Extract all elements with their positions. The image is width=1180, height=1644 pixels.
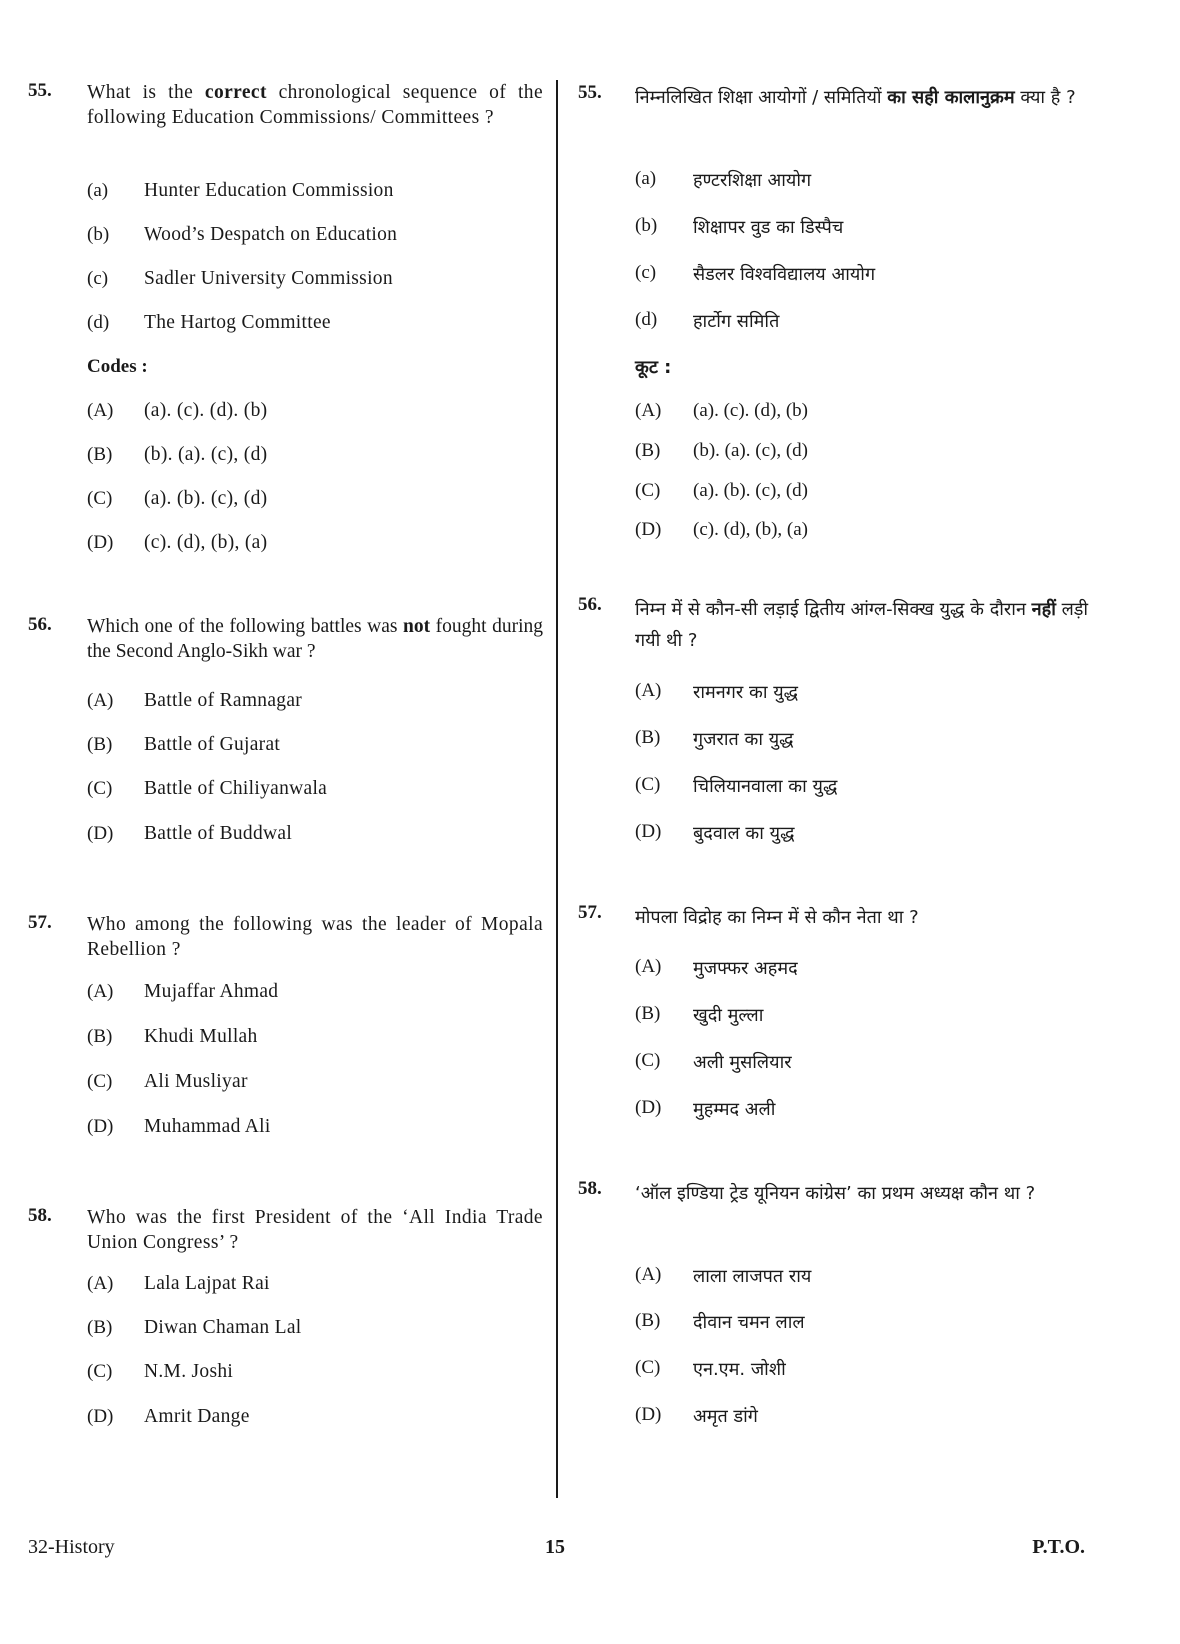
answer-option: (C) अली मुसलियार <box>635 1050 792 1073</box>
answer-option: (C) (a). (b). (c), (d) <box>635 480 808 501</box>
question-text: निम्न में से कौन-सी लड़ाई द्वितीय आंग्ल-सिक्ख युद्ध के दौरान नहीं लड़ी गयी थी ? <box>635 599 1089 651</box>
answer-option: (D) अमृत डांगे <box>635 1404 758 1427</box>
question-text: ‘ऑल इण्डिया ट्रेड यूनियन कांग्रेस’ का प्रथम अध्यक्ष कौन था ? <box>635 1183 1036 1204</box>
question-number: 55. <box>28 80 52 101</box>
answer-option: (C) चिलियानवाला का युद्ध <box>635 774 838 797</box>
list-item: (d) हार्टोग समिति <box>635 309 780 332</box>
question-text: निम्नलिखित शिक्षा आयोगों / समितियों का सही कालानुक्रम क्या है ? <box>635 87 1076 108</box>
question-number: 55. <box>578 82 602 103</box>
question-text: Who was the first President of the ‘All India Trade Union Congress’ ? <box>87 1207 543 1253</box>
answer-option: (C) N.M. Joshi <box>87 1361 234 1382</box>
list-item: (b) Wood’s Despatch on Education <box>87 224 398 245</box>
question-text: What is the correct chronological sequence of the following Education Commissions/ Committees ? <box>87 82 543 128</box>
answer-option: (C) Ali Musliyar <box>87 1071 248 1092</box>
answer-option: (B) Diwan Chaman Lal <box>87 1317 302 1338</box>
codes-label: कूट : <box>635 357 672 378</box>
answer-option: (B) Battle of Gujarat <box>87 734 281 755</box>
answer-option: (B) Khudi Mullah <box>87 1026 258 1047</box>
question-text: Who among the following was the leader of Mopala Rebellion ? <box>87 914 543 960</box>
answer-option: (C) (a). (b). (c), (d) <box>87 488 268 509</box>
list-item: (a) हण्टरशिक्षा आयोग <box>635 168 812 191</box>
answer-option: (A) (a). (c). (d), (b) <box>635 400 808 421</box>
question-text: Which one of the following battles was not fought during the Second Anglo-Sikh war ? <box>87 616 543 662</box>
question-number: 56. <box>28 614 52 635</box>
answer-option: (D) (c). (d), (b), (a) <box>87 532 268 553</box>
answer-option: (B) (b). (a). (c), (d) <box>635 440 808 461</box>
pto-label: P.T.O. <box>1032 1536 1085 1558</box>
answer-option: (A) लाला लाजपत राय <box>635 1264 812 1287</box>
answer-option: (D) बुदवाल का युद्ध <box>635 821 795 844</box>
answer-option: (A) Lala Lajpat Rai <box>87 1273 270 1294</box>
answer-option: (D) Battle of Buddwal <box>87 823 293 844</box>
question-number: 58. <box>578 1178 602 1199</box>
page-number: 15 <box>545 1536 565 1558</box>
list-item: (c) Sadler University Commission <box>87 268 393 289</box>
answer-option: (A) मुजफ्फर अहमद <box>635 956 798 979</box>
question-number: 57. <box>28 912 52 933</box>
question-number: 56. <box>578 594 602 615</box>
answer-option: (D) मुहम्मद अली <box>635 1097 776 1120</box>
question-number: 58. <box>28 1205 52 1226</box>
question-text: मोपला विद्रोह का निम्न में से कौन नेता था ? <box>635 907 919 928</box>
list-item: (c) सैडलर विश्वविद्यालय आयोग <box>635 262 876 285</box>
answer-option: (C) Battle of Chiliyanwala <box>87 778 328 799</box>
answer-option: (A) Battle of Ramnagar <box>87 690 303 711</box>
answer-option: (C) एन.एम. जोशी <box>635 1357 786 1380</box>
answer-option: (D) Muhammad Ali <box>87 1116 271 1137</box>
answer-option: (B) दीवान चमन लाल <box>635 1310 805 1333</box>
list-item: (b) शिक्षापर वुड का डिस्पैच <box>635 215 844 238</box>
list-item: (d) The Hartog Committee <box>87 312 331 333</box>
answer-option: (B) खुदी मुल्ला <box>635 1003 764 1026</box>
answer-option: (A) रामनगर का युद्ध <box>635 680 799 703</box>
list-item: (a) Hunter Education Commission <box>87 180 394 201</box>
answer-option: (B) गुजरात का युद्ध <box>635 727 794 750</box>
question-number: 57. <box>578 902 602 923</box>
answer-option: (D) Amrit Dange <box>87 1406 250 1427</box>
column-divider <box>556 80 558 1498</box>
codes-label: Codes : <box>87 356 148 377</box>
answer-option: (D) (c). (d), (b), (a) <box>635 519 808 540</box>
answer-option: (B) (b). (a). (c), (d) <box>87 444 268 465</box>
answer-option: (A) (a). (c). (d). (b) <box>87 400 268 421</box>
footer-subject: 32-History <box>28 1536 115 1558</box>
answer-option: (A) Mujaffar Ahmad <box>87 981 279 1002</box>
